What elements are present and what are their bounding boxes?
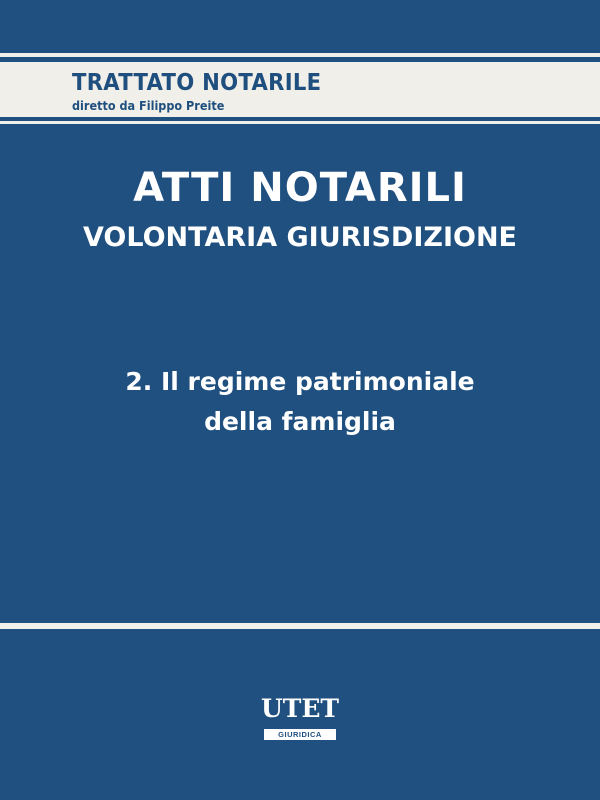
series-title: TRATTATO NOTARILE xyxy=(72,70,322,96)
book-subtitle: VOLONTARIA GIURISDIZIONE xyxy=(82,222,517,253)
volume-line-1: 2. Il regime patrimoniale xyxy=(125,367,475,396)
top-rule xyxy=(0,53,600,57)
series-editor: diretto da Filippo Preite xyxy=(72,98,225,113)
publisher-name: UTET xyxy=(260,694,340,723)
publisher-division: GIURIDICA xyxy=(264,729,336,740)
band-bottom-rule xyxy=(0,121,600,124)
bottom-rule xyxy=(0,623,600,629)
book-title: ATTI NOTARILI xyxy=(133,165,467,211)
publisher-logo xyxy=(257,696,343,741)
volume-title xyxy=(0,362,600,442)
volume-line-2: della famiglia xyxy=(204,407,396,436)
